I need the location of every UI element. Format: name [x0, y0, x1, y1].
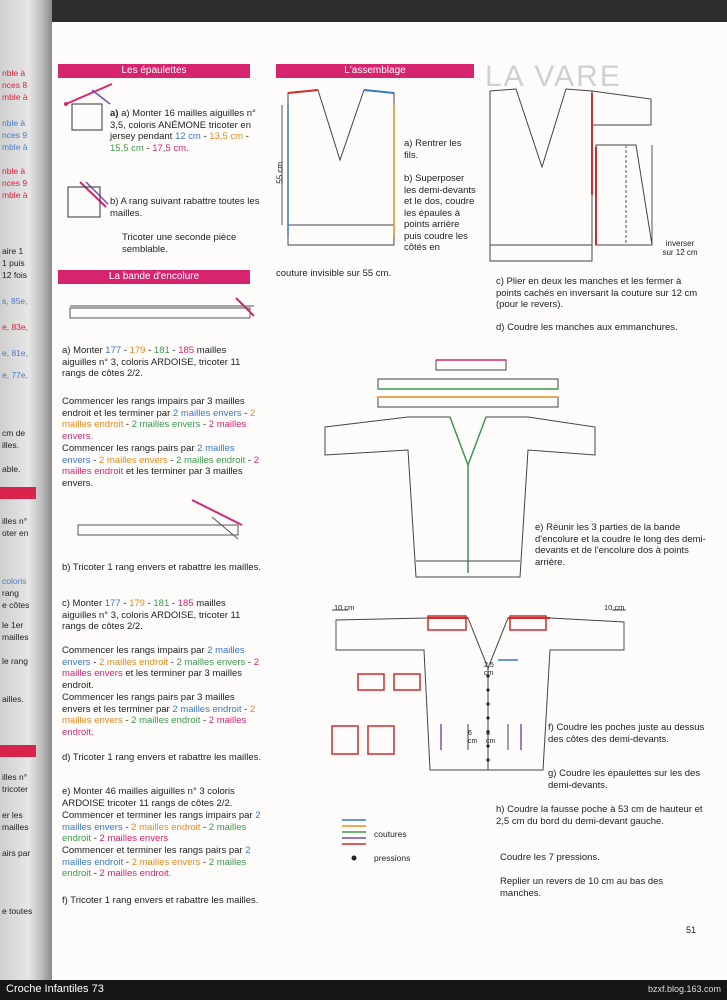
- dim-10cm-right: 10 cm: [604, 603, 625, 612]
- assemblage-step-f: f) Coudre les poches juste au dessus des côtes des demi-devants.: [548, 722, 705, 745]
- left-fragment: nble à: [2, 68, 26, 78]
- assemblage-step-h: h) Coudre la fausse poche à 53 cm de hauteur et 2,5 cm du bord du demi-devant gauche.: [496, 804, 703, 827]
- assemblage-step-b-cont: couture invisible sur 55 cm.: [276, 268, 392, 279]
- epaulettes-step-a: a) a) Monter 16 mailles aiguilles n° 3,5, coloris ANÉMONE tricoter en jersey pendant 12 cm - 13,5 cm - 15,5 cm - 17,5 cm.: [110, 108, 256, 154]
- left-fragment: illes n°: [2, 516, 28, 526]
- left-fragment: er les: [2, 810, 23, 820]
- left-fragment: mble à: [2, 92, 28, 102]
- assembly-diagram-body: [278, 85, 408, 255]
- section-header-epaulettes: Les épaulettes: [58, 64, 250, 78]
- legend-pressions: pressions: [374, 853, 411, 863]
- pink-bar: [0, 745, 36, 757]
- epaulettes-step-b: b) A rang suivant rabattre toutes les mailles.: [110, 196, 260, 219]
- section-header-assemblage: L'assemblage: [276, 64, 474, 78]
- left-fragment: nble à: [2, 118, 26, 128]
- left-fragment: illes n°: [2, 772, 28, 782]
- section-header-encolure: La bande d'encolure: [58, 270, 250, 284]
- left-fragment: s, 85e,: [2, 296, 28, 306]
- left-fragment: 1 puis: [2, 258, 25, 268]
- dim-10cm-left: 10 cm: [334, 603, 355, 612]
- dim-55cm: 55 cm: [275, 161, 285, 184]
- encolure-step-c: c) Monter 177 - 179 - 181 - 185 mailles aiguilles n° 3, coloris ARDOISE, tricoter 11 rangs de côtes 2/2.: [62, 598, 241, 632]
- assemblage-step-b: b) Superposer les demi-devants et le dos, coudre les épaules à points arrière puis coudre les côtés en: [404, 173, 476, 253]
- left-fragment: mailles: [2, 822, 29, 832]
- encolure-step-f: f) Tricoter 1 rang envers et rabattre les mailles.: [62, 895, 259, 906]
- left-fragment: e, 77e,: [2, 370, 28, 380]
- assemblage-revers: Replier un revers de 10 cm au bas des manches.: [500, 876, 664, 899]
- left-fragment: le 1er: [2, 620, 24, 630]
- assembly-diagram-sleeves: [486, 85, 701, 265]
- left-fragment: 12 fois: [2, 270, 28, 280]
- left-fragment: nces 8: [2, 80, 28, 90]
- left-fragment: coloris: [2, 576, 27, 586]
- left-fragment: e côtes: [2, 600, 30, 610]
- assemblage-step-e: e) Réunir les 3 parties de la bande d'encolure et la coudre le long des demi-devants et de l'encolure dos à points arrière.: [535, 522, 706, 568]
- footer-bar: [0, 980, 727, 1000]
- left-fragment: mailles: [2, 632, 29, 642]
- top-dark-band: [52, 0, 727, 22]
- encolure-impairs: Commencer les rangs impairs par 3 mailles endroit et les terminer par 2 mailles envers - 2 mailles endroit - 2 mailles envers - 2 mailles envers.: [62, 396, 256, 442]
- left-fragment: able.: [2, 464, 21, 474]
- epaulettes-note: Tricoter une seconde pièce semblable.: [122, 232, 237, 255]
- encolure-pairs: Commencer les rangs pairs par 2 mailles envers - 2 mailles envers - 2 mailles endroit - 2 mailles endroit et les terminer par 3 mailles envers.: [62, 443, 259, 489]
- left-fragment: aire 1: [2, 246, 24, 256]
- page-number: 51: [686, 925, 697, 935]
- encolure-step-b: b) Tricoter 1 rang envers et rabattre les mailles.: [62, 562, 262, 573]
- left-fragment: e, 81e,: [2, 348, 28, 358]
- left-fragment: airs par: [2, 848, 31, 858]
- left-fragment: ailles.: [2, 694, 24, 704]
- left-fragment: nces 9: [2, 130, 28, 140]
- encolure-step-e: e) Monter 46 mailles aiguilles n° 3 coloris ARDOISE tricoter 11 rangs de côtes 2/2.: [62, 786, 235, 809]
- left-fragment: nces 9: [2, 178, 28, 188]
- left-fragment: rang: [2, 588, 20, 598]
- left-fragment: mble à: [2, 190, 28, 200]
- left-fragment: illes.: [2, 440, 20, 450]
- left-fragment: tricoter: [2, 784, 28, 794]
- assemblage-pressions: Coudre les 7 pressions.: [500, 852, 600, 863]
- dim-6cm-b: 6 cm: [486, 730, 496, 745]
- neckband-diagram-b: [62, 495, 262, 555]
- encolure-e-impairs: Commencer et terminer les rangs impairs par 2 mailles envers - 2 mailles endroit - 2 mailles endroit - 2 mailles envers: [62, 810, 261, 844]
- left-fragment: le rang: [2, 656, 28, 666]
- pink-bar: [0, 487, 36, 499]
- assembly-diagram-final: [328, 598, 633, 778]
- left-fragment: mble à: [2, 142, 28, 152]
- assemblage-step-g: g) Coudre les épaulettes sur les des demi-devants.: [548, 768, 701, 791]
- encolure-e-pairs: Commencer et terminer les rangs pairs par 2 mailles endroit - 2 mailles envers - 2 mailles endroit - 2 mailles endroit.: [62, 845, 251, 879]
- footer-url: bzxf.blog.163.com: [647, 984, 721, 994]
- dim-6cm-a: 6 cm: [468, 730, 478, 745]
- encolure-step-a: a) Monter 177 - 179 - 181 - 185 mailles aiguilles n° 3, coloris ARDOISE, tricoter 11 rangs de côtes 2/2.: [62, 345, 241, 379]
- footer-magazine: Croche Infantiles 73: [6, 983, 104, 995]
- assemblage-step-d: d) Coudre les manches aux emmanchures.: [496, 322, 678, 333]
- neckband-diagram-a: [62, 292, 262, 332]
- left-fragment: nble à: [2, 166, 26, 176]
- epaulette-diagram: [58, 82, 118, 212]
- left-fragment: oter en: [2, 528, 29, 538]
- left-fragment: e toutes: [2, 906, 33, 916]
- left-fragment: cm de: [2, 428, 26, 438]
- encolure-step-d: d) Tricoter 1 rang envers et rabattre les mailles.: [62, 752, 262, 763]
- encolure-c-impairs: Commencer les rangs impairs par 2 mailles envers - 2 mailles endroit - 2 mailles envers - 2 mailles envers et les terminer par 3 mailles endroit.: [62, 645, 259, 691]
- label-inverser: inverser sur 12 cm: [662, 239, 698, 257]
- assemblage-step-c: c) Plier en deux les manches et les fermer à points cachés en inversant la couture sur 12 cm (pour le revers).: [496, 276, 698, 310]
- assemblage-step-a: a) Rentrer les fils.: [404, 138, 462, 161]
- left-fragment: e, 83e,: [2, 322, 28, 332]
- legend-coutures: coutures: [374, 829, 407, 839]
- legend-lines: [340, 818, 370, 863]
- dim-2-5cm: 2,5 cm: [484, 662, 494, 677]
- ghost-title: LA VARE: [485, 60, 622, 93]
- encolure-c-pairs: Commencer les rangs pairs par 3 mailles envers et les terminer par 2 mailles endroit - 2 mailles envers - 2 mailles endroit - 2 mailles endroit.: [62, 692, 256, 738]
